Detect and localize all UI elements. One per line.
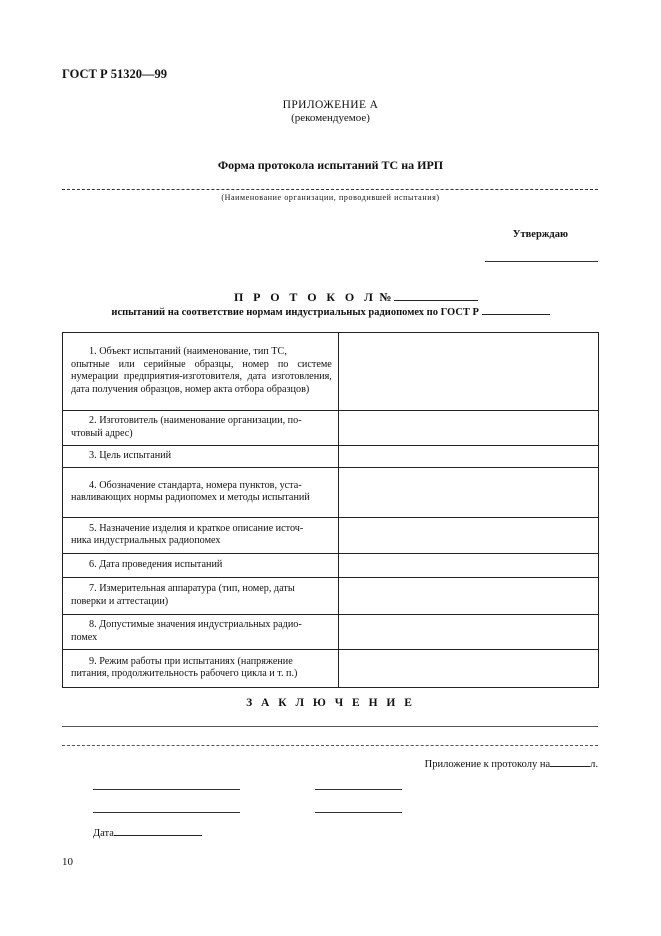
annex-subtitle: (рекомендуемое) bbox=[291, 112, 370, 124]
table-row bbox=[63, 578, 599, 615]
gost-number-line bbox=[482, 305, 550, 315]
table-row bbox=[63, 411, 599, 446]
approve-label: Утверждаю bbox=[512, 229, 568, 240]
table-row bbox=[63, 554, 599, 578]
row-value[interactable] bbox=[338, 518, 598, 554]
attachment-suffix: л. bbox=[590, 759, 598, 770]
row-value[interactable] bbox=[338, 650, 598, 688]
row-value[interactable] bbox=[338, 615, 598, 650]
protocol-form-body bbox=[63, 333, 599, 688]
table-row bbox=[63, 446, 599, 468]
approve-signature-line bbox=[485, 261, 598, 262]
protocol-title bbox=[234, 290, 478, 305]
organization-name-line bbox=[62, 189, 598, 190]
signature-line bbox=[315, 812, 402, 813]
row-label: 7. Измерительная аппаратура (тип, номер, даты поверки и аттестации) bbox=[63, 578, 339, 615]
table-row bbox=[63, 615, 599, 650]
signature-position-line bbox=[93, 812, 240, 813]
form-title: Форма протокола испытаний ТС на ИРП bbox=[217, 158, 444, 172]
conclusion-title: З А К Л Ю Ч Е Н И Е bbox=[246, 697, 415, 709]
date-line bbox=[114, 826, 202, 836]
date-field bbox=[93, 826, 202, 839]
protocol-number-line bbox=[394, 291, 478, 301]
row-label: 4. Обозначение стандарта, номера пунктов, уста- навливающих нормы радиопомех и методы испытаний bbox=[63, 468, 339, 518]
conclusion-line bbox=[62, 726, 598, 727]
signature-position-line bbox=[93, 789, 240, 790]
page-number: 10 bbox=[62, 856, 73, 868]
row-value[interactable] bbox=[338, 468, 598, 518]
attachment-prefix: Приложение к протоколу на bbox=[424, 759, 551, 770]
row-label: 3. Цель испытаний bbox=[63, 446, 339, 468]
protocol-number-sign: № bbox=[379, 290, 392, 304]
table-row bbox=[63, 333, 599, 411]
signature-line bbox=[315, 789, 402, 790]
row-value[interactable] bbox=[338, 554, 598, 578]
row-value[interactable] bbox=[338, 446, 598, 468]
table-row bbox=[63, 468, 599, 518]
table-row bbox=[63, 650, 599, 688]
protocol-word: П Р О Т О К О Л bbox=[234, 290, 377, 304]
row-label: 2. Изготовитель (наименование организации, по- чтовый адрес) bbox=[63, 411, 339, 446]
protocol-subtitle-text: испытаний на соответствие нормам индустриальных радиопомех по ГОСТ Р bbox=[111, 307, 479, 318]
row-label: 5. Назначение изделия и краткое описание источ- ника индустриальных радиопомех bbox=[63, 518, 339, 554]
row-label: 9. Режим работы при испытаниях (напряжение питания, продолжительность рабочего цикла и т. п.) bbox=[63, 650, 339, 688]
standard-header: ГОСТ Р 51320—99 bbox=[62, 67, 168, 81]
table-row bbox=[63, 518, 599, 554]
row-label: 1. Объект испытаний (наименование, тип ТС, опытные или серийные образцы, номер по системе нумерации предприятия-изготовителя, дата изготовления, дата получения образцов, номер акта отбора образцов) bbox=[63, 333, 339, 411]
protocol-subtitle bbox=[0, 305, 661, 318]
row-label: 6. Дата проведения испытаний bbox=[63, 554, 339, 578]
row-value[interactable] bbox=[338, 333, 598, 411]
date-label: Дата bbox=[93, 828, 114, 839]
organization-caption: (Наименование организации, проводившей испытания) bbox=[221, 193, 440, 202]
conclusion-line bbox=[62, 745, 598, 746]
row-value[interactable] bbox=[338, 411, 598, 446]
annex-title: ПРИЛОЖЕНИЕ А bbox=[282, 99, 379, 111]
protocol-form-table bbox=[62, 332, 599, 688]
attachment-pages-line bbox=[550, 757, 590, 767]
row-value[interactable] bbox=[338, 578, 598, 615]
attachment-note bbox=[380, 757, 598, 770]
row-label: 8. Допустимые значения индустриальных радио- помех bbox=[63, 615, 339, 650]
